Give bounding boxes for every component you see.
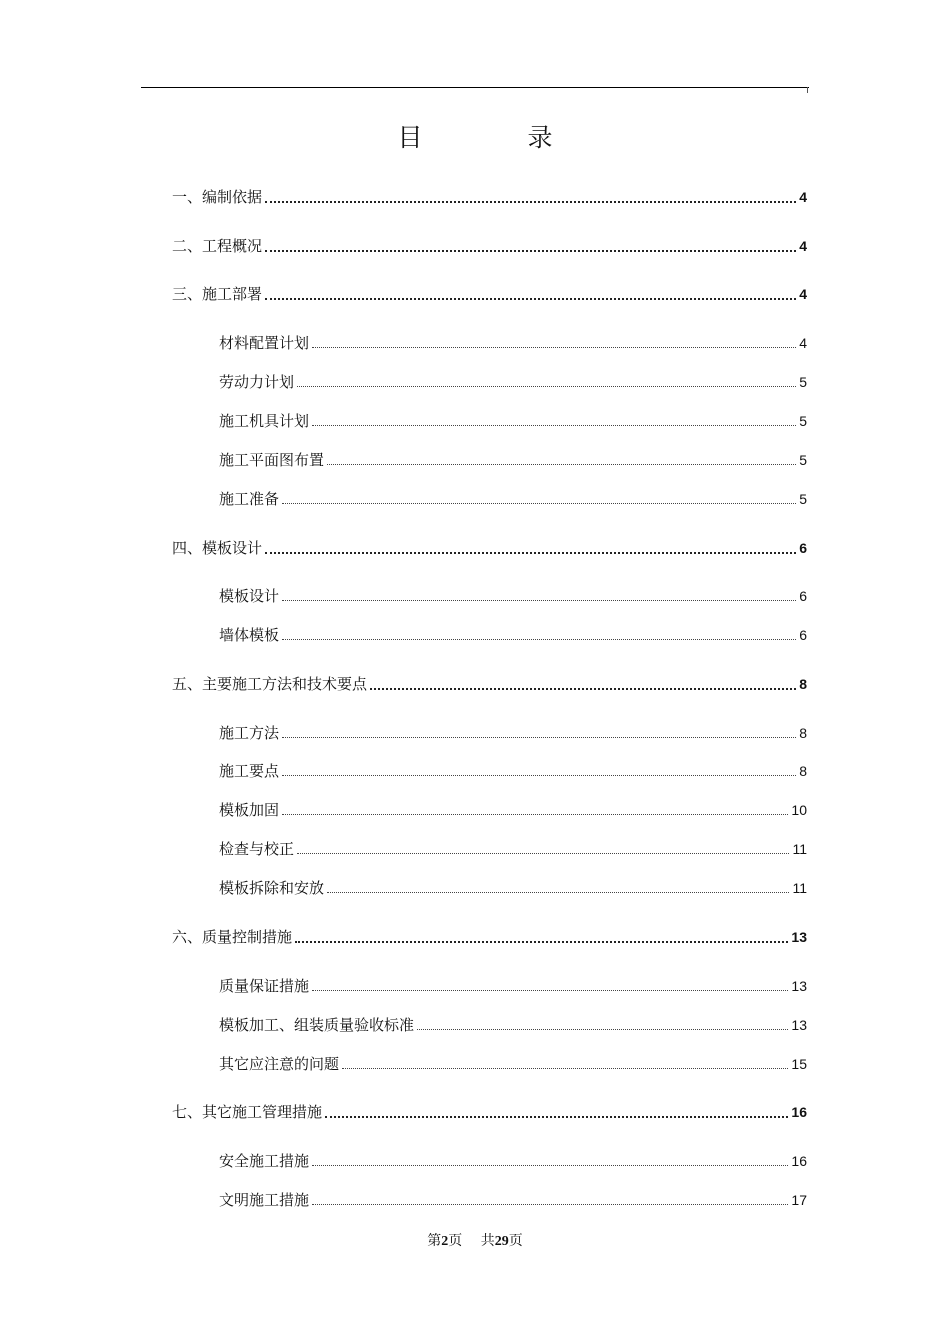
toc-entry-label: 劳动力计划	[219, 373, 295, 391]
toc-entry-label: 施工平面图布置	[219, 451, 325, 469]
toc-entry[interactable]	[219, 799, 807, 821]
toc-entry[interactable]	[219, 585, 807, 607]
toc-entry-label: 材料配置计划	[219, 334, 310, 352]
toc-entry-label: 安全施工措施	[219, 1152, 310, 1170]
toc-entry[interactable]	[219, 332, 807, 354]
toc-dot-leader	[327, 464, 796, 465]
toc-entry[interactable]	[172, 926, 807, 948]
toc-dot-leader	[265, 552, 796, 554]
toc-entry-label: 检查与校正	[219, 840, 295, 858]
page-footer	[0, 1230, 950, 1250]
toc-entry-label: 四、模板设计	[172, 539, 263, 557]
toc-entry-label: 施工要点	[219, 762, 280, 780]
toc-entry[interactable]	[219, 1014, 807, 1036]
footer-prefix: 第	[427, 1233, 442, 1249]
toc-entry-page-number: 4	[799, 238, 807, 254]
toc-entry-page-number: 15	[791, 1056, 807, 1072]
toc-entry-label: 施工方法	[219, 724, 280, 742]
toc-dot-leader	[342, 1068, 788, 1069]
toc-entry-label: 模板设计	[219, 587, 280, 605]
toc-entry-page-number: 11	[792, 880, 807, 896]
toc-entry-page-number: 13	[791, 929, 807, 945]
toc-entry-page-number: 16	[791, 1153, 807, 1169]
toc-entry[interactable]	[172, 1101, 807, 1123]
toc-entry[interactable]	[219, 975, 807, 997]
toc-entry[interactable]	[219, 371, 807, 393]
toc-entry-label: 施工准备	[219, 490, 280, 508]
toc-entry[interactable]	[219, 760, 807, 782]
toc-entry-label: 模板加固	[219, 801, 280, 819]
toc-entry-page-number: 4	[799, 286, 807, 302]
toc-entry-page-number: 11	[792, 841, 807, 857]
toc-entry-page-number: 6	[799, 540, 807, 556]
toc-dot-leader	[327, 892, 789, 893]
toc-entry-label: 三、施工部署	[172, 285, 263, 303]
toc-entry-label: 模板拆除和安放	[219, 879, 325, 897]
toc-entry[interactable]	[172, 537, 807, 559]
toc-entry-label: 一、编制依据	[172, 188, 263, 206]
toc-entry-page-number: 13	[791, 978, 807, 994]
toc-title: 目 录	[397, 123, 593, 152]
toc-entry-label: 二、工程概况	[172, 237, 263, 255]
toc-entry-page-number: 4	[799, 335, 807, 351]
footer-middle: 页 共	[448, 1233, 495, 1249]
footer-total-pages: 29	[494, 1234, 509, 1249]
toc-dot-leader	[312, 347, 796, 348]
toc-dot-leader	[282, 503, 796, 504]
toc-entry-page-number: 8	[799, 725, 807, 741]
toc-dot-leader	[325, 1116, 788, 1118]
toc-entry-page-number: 5	[799, 374, 807, 390]
toc-dot-leader	[282, 737, 796, 738]
toc-entry-page-number: 17	[791, 1192, 807, 1208]
toc-dot-leader	[295, 941, 788, 943]
toc-dot-leader	[265, 201, 796, 203]
toc-entry-label: 质量保证措施	[219, 977, 310, 995]
toc-dot-leader	[282, 775, 796, 776]
toc-entry-label: 七、其它施工管理措施	[172, 1103, 323, 1121]
toc-entry[interactable]	[219, 1053, 807, 1075]
toc-entry-page-number: 4	[799, 189, 807, 205]
toc-entry[interactable]	[172, 283, 807, 305]
toc-dot-leader	[370, 688, 796, 690]
toc-entry-label: 五、主要施工方法和技术要点	[172, 675, 368, 693]
toc-entry-page-number: 5	[799, 413, 807, 429]
toc-entry[interactable]	[219, 1189, 807, 1211]
toc-entry-label: 文明施工措施	[219, 1191, 310, 1209]
toc-entry[interactable]	[219, 838, 807, 860]
toc-dot-leader	[312, 990, 788, 991]
toc-entry-label: 模板加工、组装质量验收标准	[219, 1016, 415, 1034]
toc-entry[interactable]	[219, 722, 807, 744]
toc-entry-label: 施工机具计划	[219, 412, 310, 430]
toc-entry[interactable]	[219, 624, 807, 646]
toc-entry-page-number: 6	[799, 588, 807, 604]
toc-dot-leader	[312, 425, 796, 426]
toc-entry-page-number: 10	[791, 802, 807, 818]
toc-dot-leader	[312, 1204, 788, 1205]
toc-dot-leader	[282, 814, 788, 815]
toc-entry-label: 其它应注意的问题	[219, 1055, 340, 1073]
toc-dot-leader	[297, 853, 789, 854]
toc-dot-leader	[297, 386, 796, 387]
toc-dot-leader	[282, 639, 796, 640]
toc-dot-leader	[282, 600, 796, 601]
toc-dot-leader	[312, 1165, 788, 1166]
toc-entry-page-number: 8	[799, 763, 807, 779]
toc-entry[interactable]	[172, 235, 807, 257]
toc-dot-leader	[417, 1029, 788, 1030]
toc-entry-page-number: 16	[791, 1104, 807, 1120]
toc-entry-label: 墙体模板	[219, 626, 280, 644]
toc-entry[interactable]	[219, 877, 807, 899]
toc-entry[interactable]	[219, 1150, 807, 1172]
toc-dot-leader	[265, 250, 796, 252]
toc-entry-page-number: 5	[799, 452, 807, 468]
footer-current-page: 2	[441, 1234, 449, 1249]
toc-entry[interactable]	[219, 410, 807, 432]
toc-entry-page-number: 8	[799, 676, 807, 692]
toc-entry[interactable]	[172, 186, 807, 208]
toc-entry[interactable]	[219, 488, 807, 510]
toc-entry-label: 六、质量控制措施	[172, 928, 293, 946]
toc-dot-leader	[265, 298, 796, 300]
footer-suffix: 页	[508, 1233, 523, 1249]
toc-entry-page-number: 13	[791, 1017, 807, 1033]
toc-entry[interactable]	[172, 673, 807, 695]
toc-entry-page-number: 6	[799, 627, 807, 643]
toc-entry-page-number: 5	[799, 491, 807, 507]
toc-entry[interactable]	[219, 449, 807, 471]
